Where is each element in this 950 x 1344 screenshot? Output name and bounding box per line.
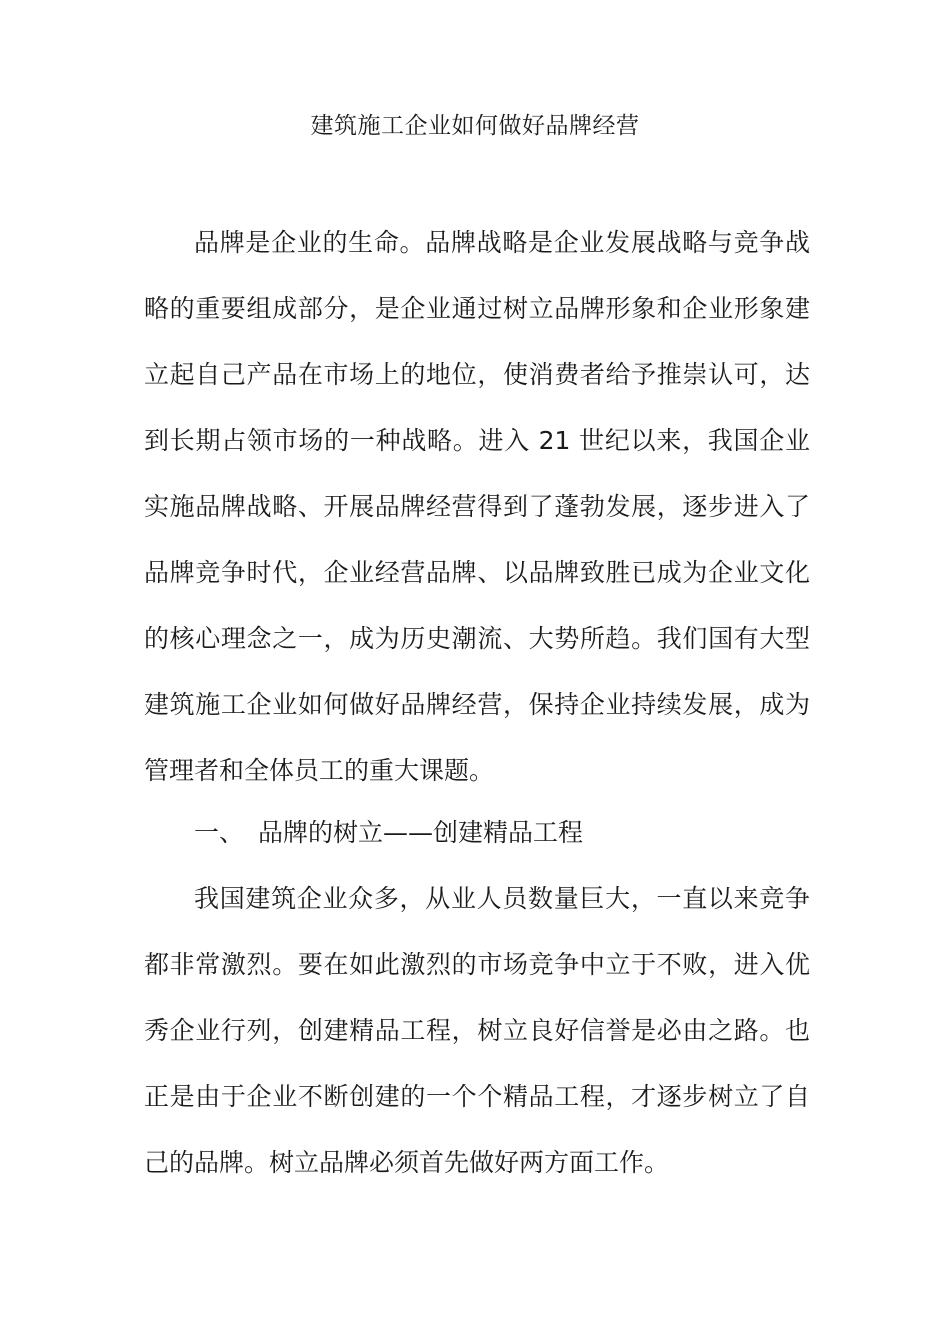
section-heading-text: 品牌的树立——创建精品工程 bbox=[258, 818, 584, 847]
paragraph-section-1: 我国建筑企业众多，从业人员数量巨大，一直以来竞争都非常激烈。要在如此激烈的市场竞争中立于不败，进入优秀企业行列，创建精品工程，树立良好信誉是必由之路。也正是由于企业不断创建的一个个精品工程，才逐步树立了自己的品牌。树立品牌必须首先做好两方面工作。 bbox=[144, 884, 810, 1177]
section-number: 一、 bbox=[194, 818, 245, 847]
document-title: 建筑施工企业如何做好品牌经营 bbox=[310, 113, 640, 139]
section-heading-1 bbox=[194, 800, 583, 866]
paragraph-intro: 品牌是企业的生命。品牌战略是企业发展战略与竞争战略的重要组成部分，是企业通过树立品牌形象和企业形象建立起自己产品在市场上的地位，使消费者给予推崇认可，达到长期占领市场的一种战略。进入 21 世纪以来，我国企业实施品牌战略、开展品牌经营得到了蓬勃发展，逐步进入了品牌竞争时代，企业经营品牌、以品牌致胜已成为企业文化的核心理念之一，成为历史潮流、大势所趋。我们国有大型建筑施工企业如何做好品牌经营，保持企业持续发展，成为管理者和全体员工的重大课题。 bbox=[144, 228, 810, 785]
